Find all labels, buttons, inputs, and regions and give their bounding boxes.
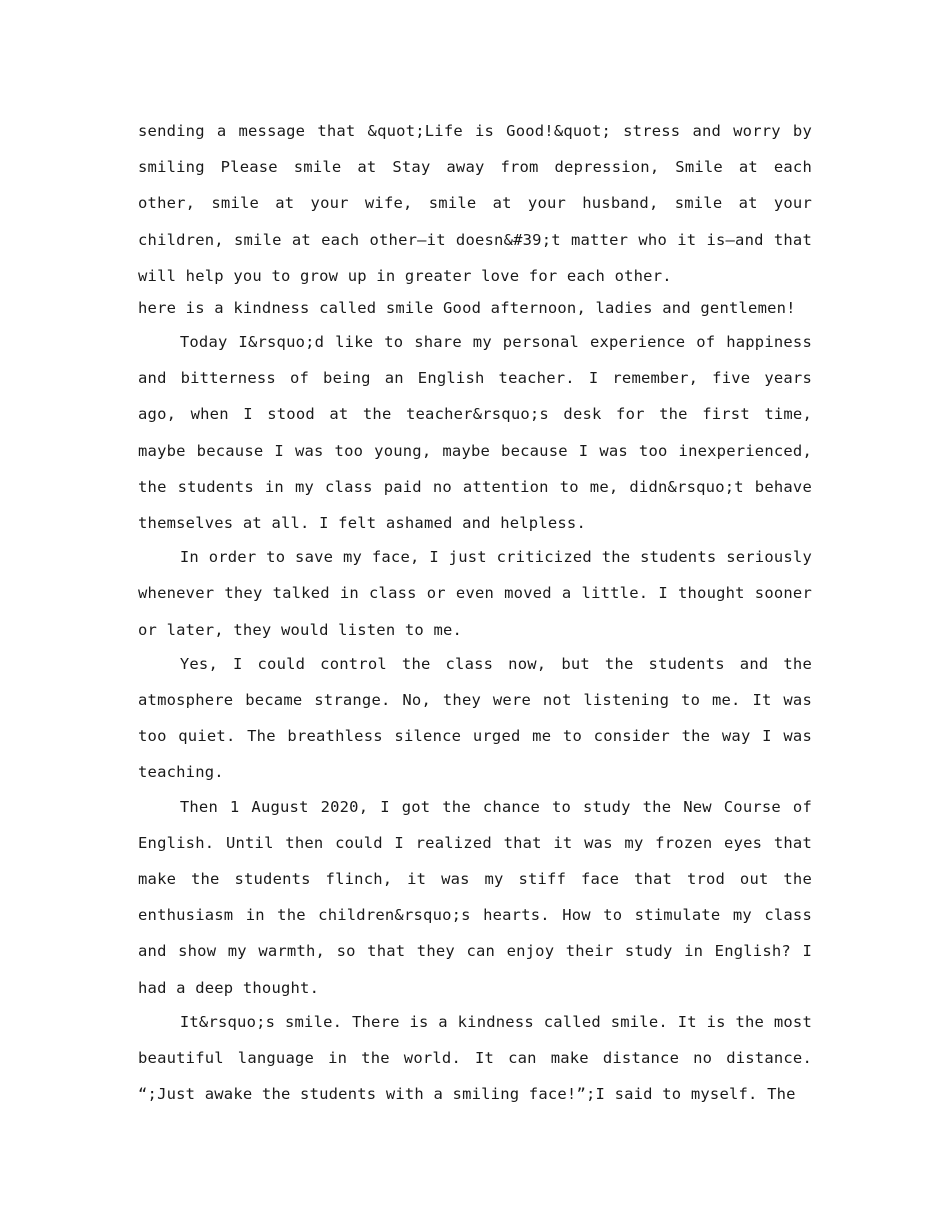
paragraph-smile-message: sending a message that &quot;Life is Good!&quot; stress and worry by smiling Please smile at Stay away from depression, Smile at each other, smile at your wife, smile at your husband, smile at your children, smile at each other—it doesn&#39;t matter who it is—and that will help you to grow up in greater love for each other.: [138, 122, 812, 285]
paragraph-kindness-title: here is a kindness called smile Good afternoon, ladies and gentlemen!: [138, 299, 796, 318]
paragraph-control-class: Yes, I could control the class now, but the students and the atmosphere became strange. No, they were not listening to me. It was too quiet. The breathless silence urged me to consider the way I was teaching.: [138, 654, 812, 782]
paragraph-save-face: In order to save my face, I just criticized the students seriously whenever they talked in class or even moved a little. I thought sooner or later, they would listen to me.: [138, 548, 812, 639]
paragraph-its-smile: It&rsquo;s smile. There is a kindness called smile. It is the most beautiful language in the world. It can make distance no distance. “;Just awake the students with a smiling face!”;I said to myself. The: [138, 1012, 812, 1104]
paragraph-teaching-experience: Today I&rsquo;d like to share my personal experience of happiness and bitterness of being an English teacher. I remember, five years ago, when I stood at the teacher&rsquo;s desk for the first time, maybe because I was too young, maybe because I was too inexperienced, the students in my class paid no attention to me, didn&rsquo;t behave themselves at all. I felt ashamed and helpless.: [138, 333, 812, 533]
document-body: [138, 113, 812, 1112]
paragraph-new-course: Then 1 August 2020, I got the chance to study the New Course of English. Until then could I realized that it was my frozen eyes that make the students flinch, it was my stiff face that trod out the enthusiasm in the children&rsquo;s hearts. How to stimulate my class and show my warmth, so that they can enjoy their study in English? I had a deep thought.: [138, 797, 812, 997]
